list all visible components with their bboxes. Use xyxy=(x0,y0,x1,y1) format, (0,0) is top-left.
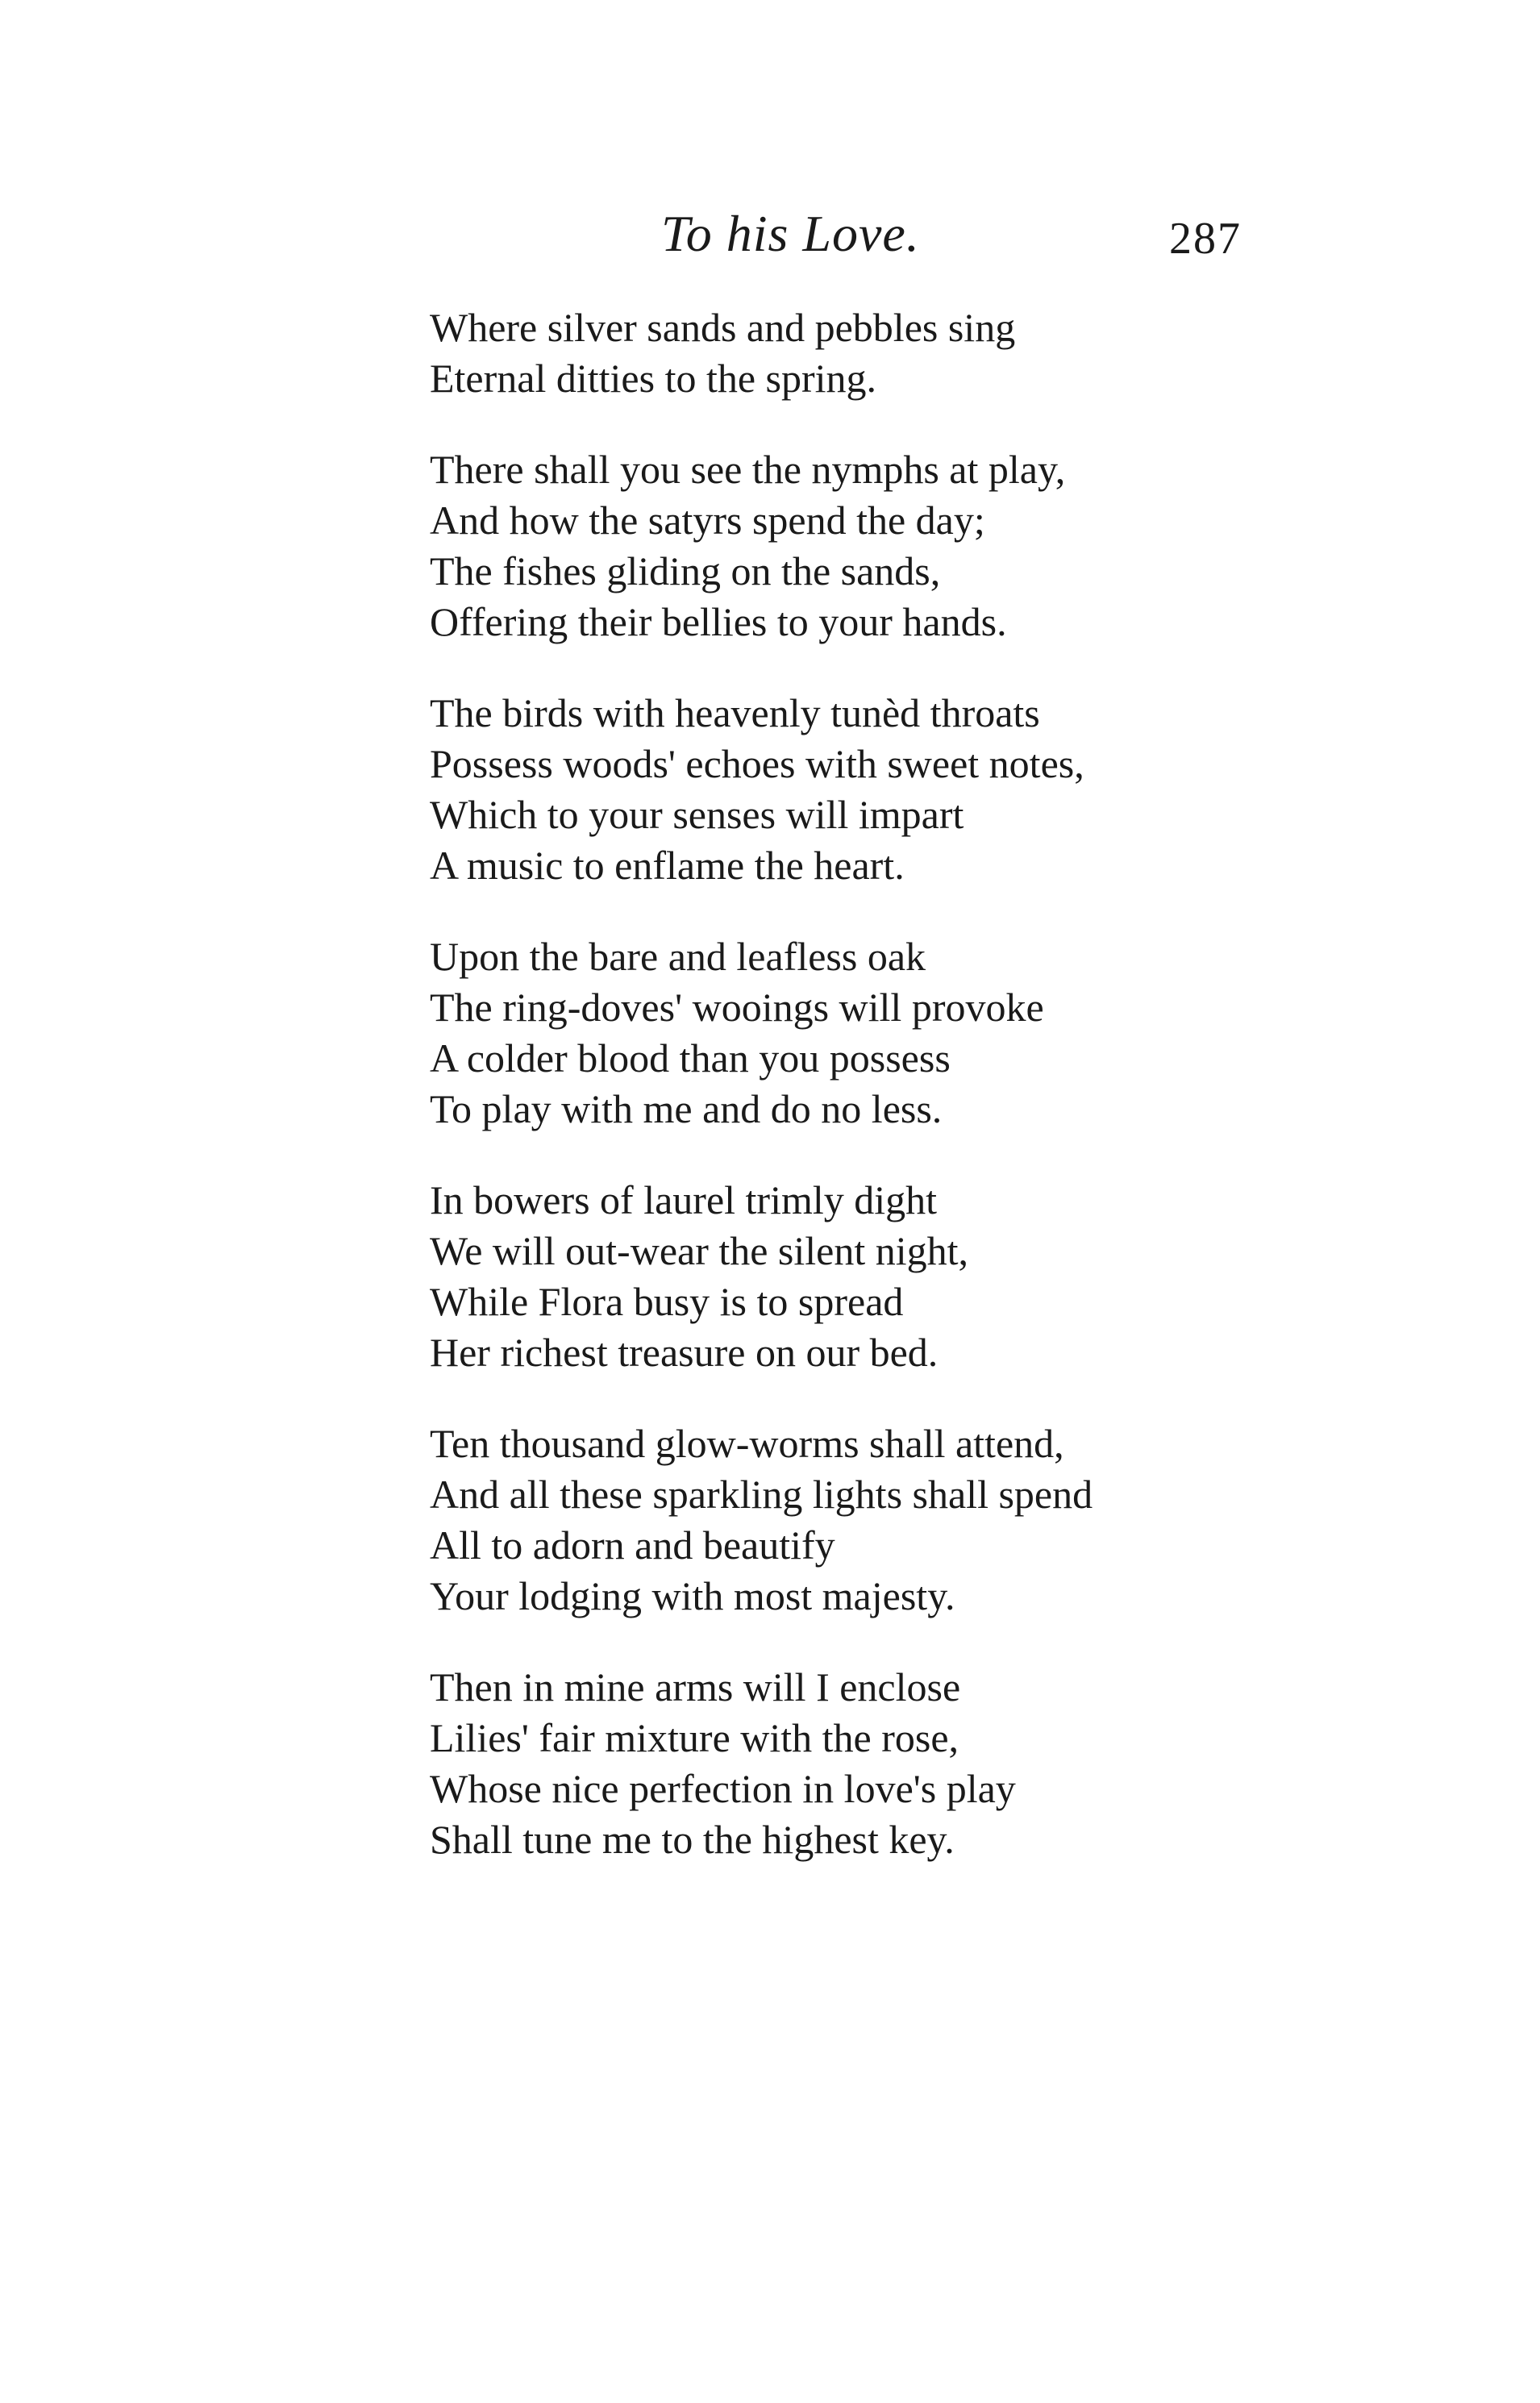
poem-line: A music to enflame the heart. xyxy=(430,843,905,888)
poem-line: While Flora busy is to spread xyxy=(430,1279,904,1324)
stanza-6 xyxy=(430,1418,1381,1622)
page-number: 287 xyxy=(1169,214,1242,264)
poem-line: All to adorn and beautify xyxy=(430,1522,835,1568)
stanza-2 xyxy=(430,444,1381,648)
stanza-7 xyxy=(430,1662,1381,1865)
poem-line: Upon the bare and leafless oak xyxy=(430,934,926,979)
stanza-5 xyxy=(430,1175,1381,1378)
running-head xyxy=(0,202,1540,266)
poem-line: Your lodging with most majesty. xyxy=(430,1573,955,1618)
poem-line: Ten thousand glow-worms shall attend, xyxy=(430,1421,1064,1466)
poem-line: The fishes gliding on the sands, xyxy=(430,548,941,593)
poem-line: The ring-doves' wooings will provoke xyxy=(430,985,1044,1030)
poem-line: In bowers of laurel trimly dight xyxy=(430,1177,938,1222)
running-title: To his Love. xyxy=(661,205,920,262)
poem-line: Lilies' fair mixture with the rose, xyxy=(430,1715,959,1760)
poem xyxy=(430,302,1381,1905)
poem-line: The birds with heavenly tunèd throats xyxy=(430,690,1040,735)
poem-line: Which to your senses will impart xyxy=(430,792,964,837)
poem-line: Her richest treasure on our bed. xyxy=(430,1330,939,1375)
poem-line: A colder blood than you possess xyxy=(430,1035,951,1081)
poem-line: And all these sparkling lights shall spend xyxy=(430,1472,1093,1517)
poem-line: Where silver sands and pebbles sing xyxy=(430,305,1016,350)
poem-line: Then in mine arms will I enclose xyxy=(430,1664,961,1710)
poem-line: Shall tune me to the highest key. xyxy=(430,1817,955,1862)
stanza-3 xyxy=(430,688,1381,891)
stanza-1 xyxy=(430,302,1381,404)
stanza-4 xyxy=(430,931,1381,1135)
poem-line: To play with me and do no less. xyxy=(430,1086,943,1131)
poem-line: Eternal ditties to the spring. xyxy=(430,356,877,401)
poem-line: And how the satyrs spend the day; xyxy=(430,498,985,543)
poem-line: Whose nice perfection in love's play xyxy=(430,1766,1016,1811)
poem-line: There shall you see the nymphs at play, xyxy=(430,447,1066,492)
poem-line: Possess woods' echoes with sweet notes, xyxy=(430,741,1084,786)
poem-line: Offering their bellies to your hands. xyxy=(430,599,1007,644)
poem-line: We will out-wear the silent night, xyxy=(430,1228,969,1273)
